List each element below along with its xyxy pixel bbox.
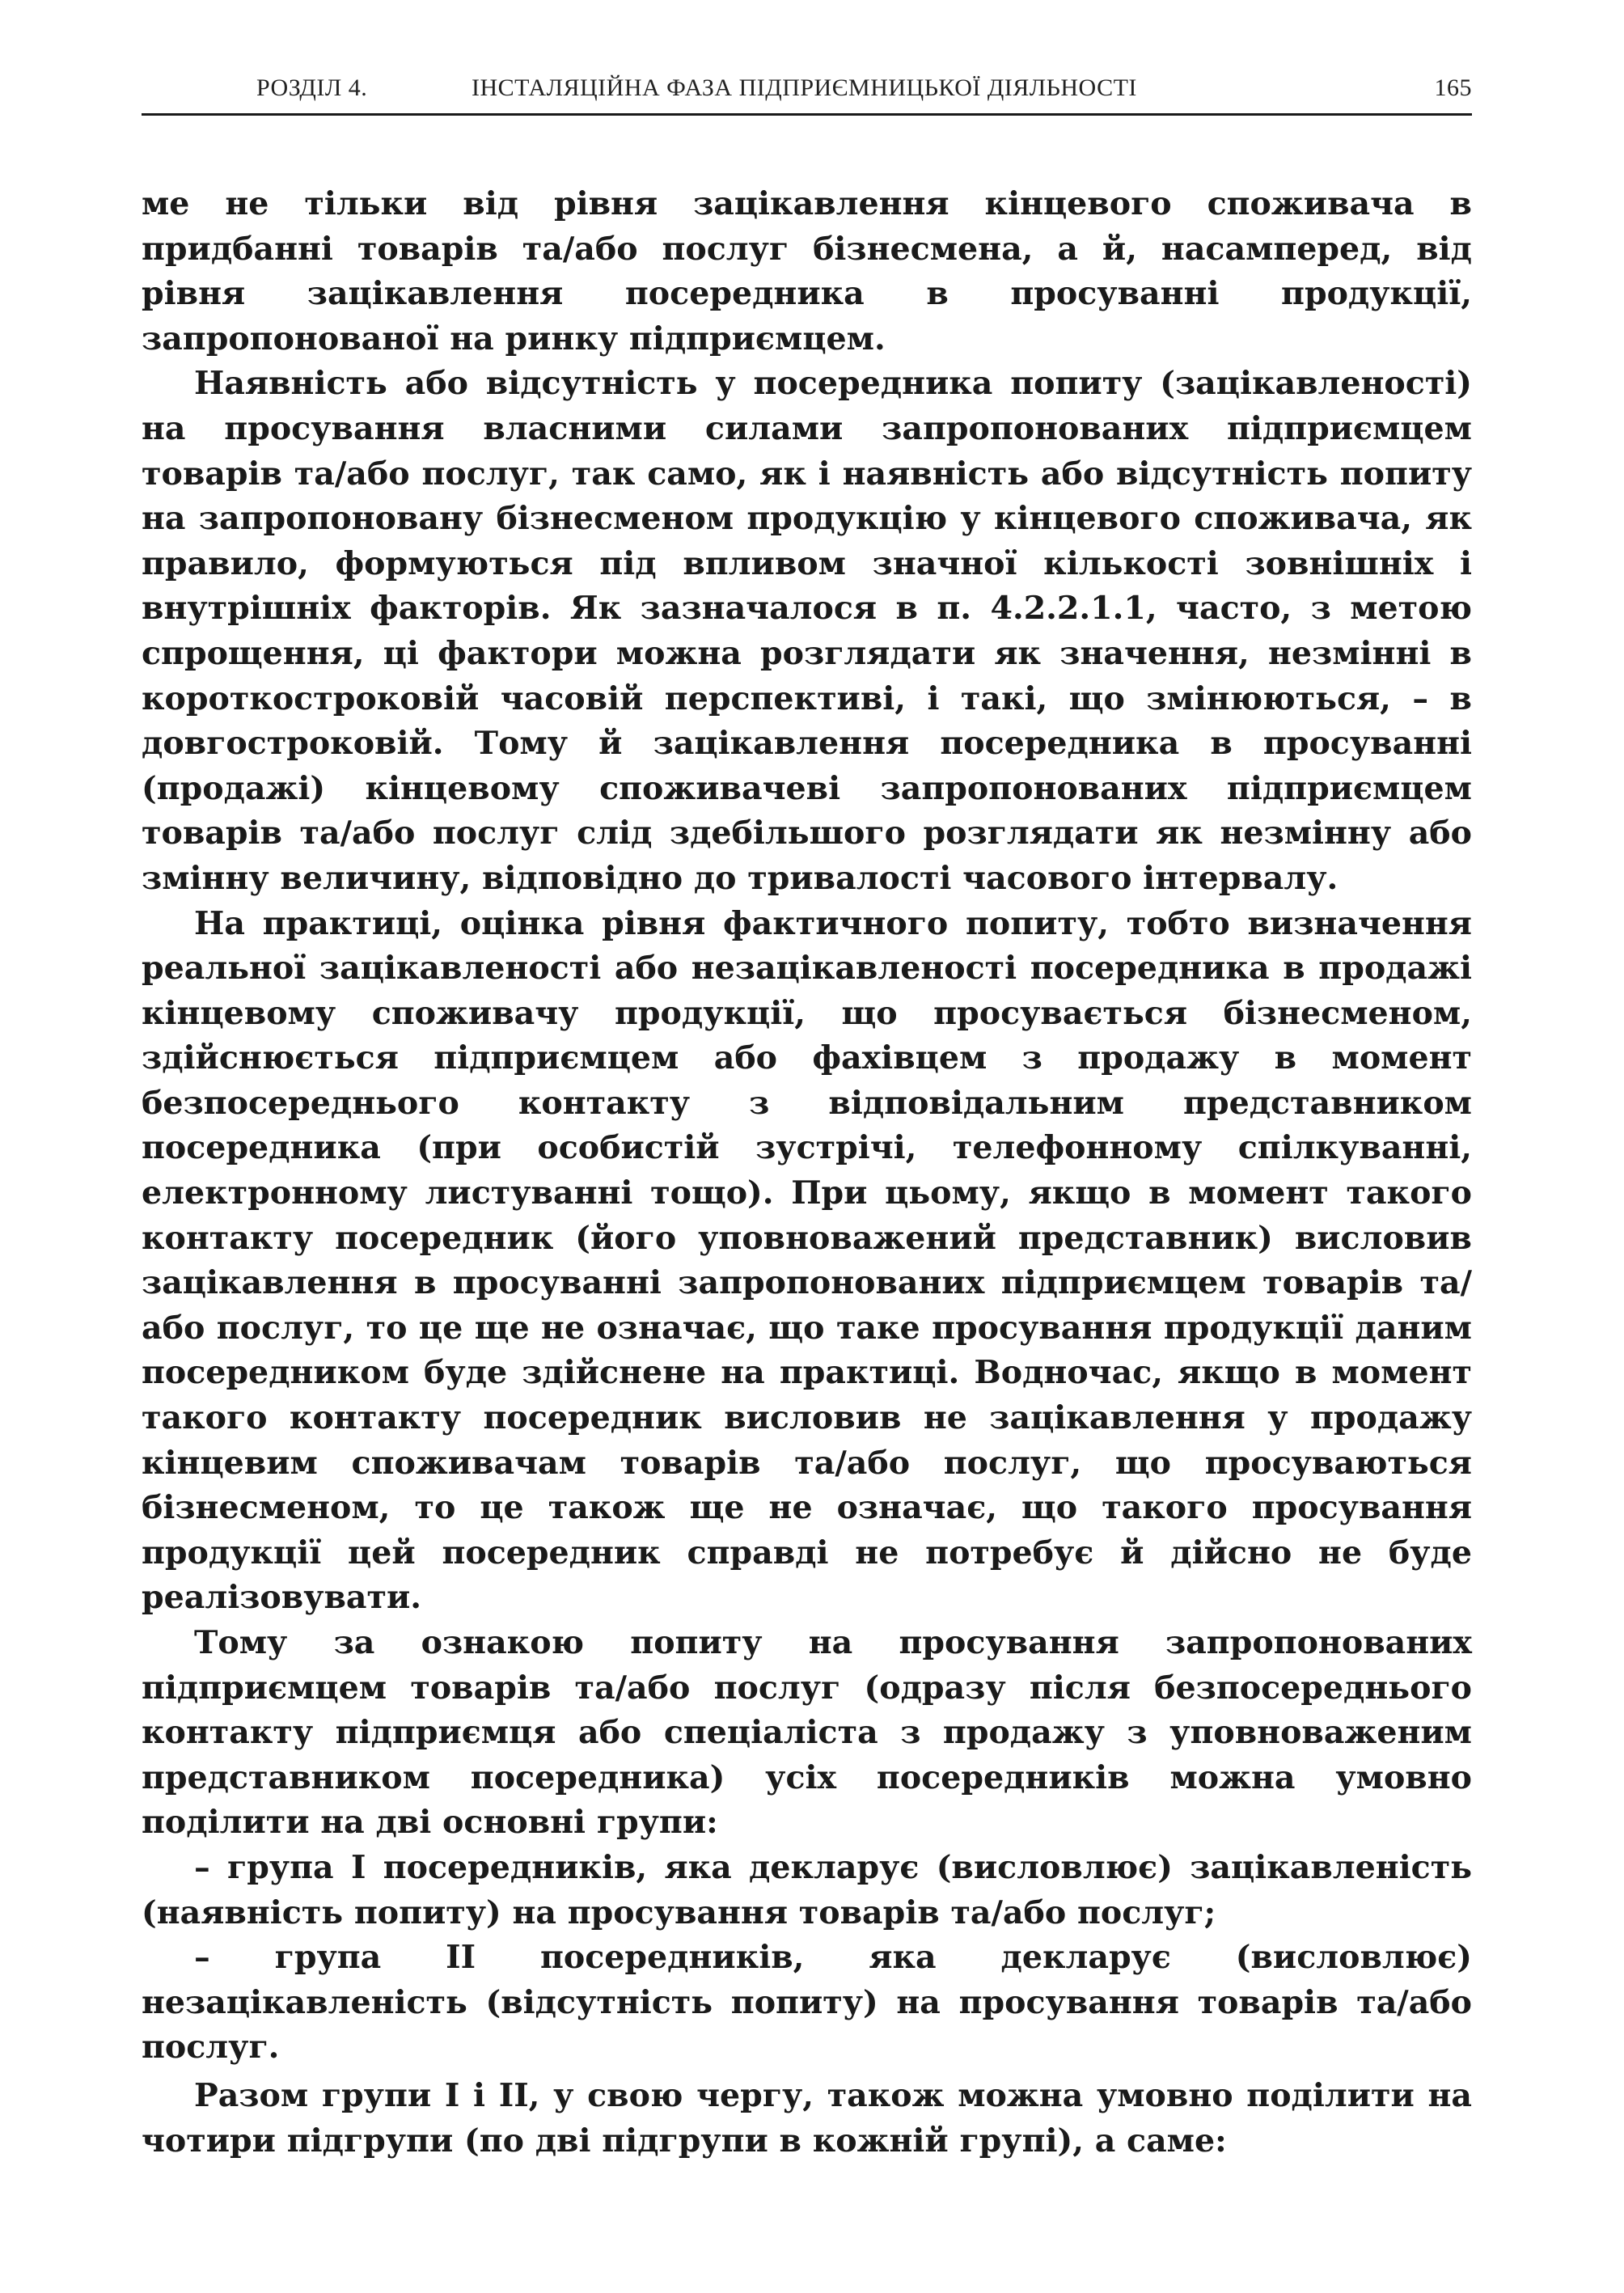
- paragraph-continuation: ме не тільки від рівня зацікавлення кінцевого споживача в придбанні товарів та/або послуг бізнесмена, а й, насамперед, від рівня зацікавлення посередника в просуванні продукції, запропонованої на ринку підприємцем.: [142, 185, 1472, 357]
- list-item-group-2: – група II посередників, яка декларує (висловлює) незацікавленість (відсутність попиту) на просування товарів та/або послуг.: [142, 1939, 1472, 2067]
- paragraph: Тому за ознакою попиту на просування запропонованих підприємцем товарів та/або послуг (одразу після безпосереднього контакту підприємця або спеціаліста з продажу з уповноваженим представником посередника) усіх посередників можна умовно поділити на дві основні групи:: [142, 1624, 1472, 1842]
- section-label: РОЗДІЛ 4.: [256, 74, 368, 101]
- paragraph: Разом групи I і II, у свою чергу, також можна умовно поділити на чотири підгрупи (по дві підгрупи в кожній групі), а саме:: [142, 2076, 1472, 2160]
- page-number: 165: [1434, 74, 1472, 101]
- paragraph: На практиці, оцінка рівня фактичного попиту, тобто визначення реальної зацікавленості або незацікавленості посередника в продажі кінцевому споживачу продукції, що просувається бізнесменом, здійснюється підприємцем або фахівцем з продажу в момент безпосереднього контакту з відповідальним представником посередника (при особистій зустрічі, телефонному спілкуванні, електронному листуванні тощо). При цьому, якщо в момент такого контакту посередник (його уповноважений представник) висловив зацікавлення в просуванні запропонованих підприємцем товарів та/або послуг, то це ще не означає, що таке просування продукції даним посередником буде здійснене на практиці. Водночас, якщо в момент такого контакту посередник висловив не зацікавлення у продажу кінцевим споживачам товарів та/або послуг, що просуваються бізнесменом, то це також ще не означає, що такого просування продукції цей посередник справді не потребує й дійсно не буде реалізовувати.: [142, 904, 1472, 1617]
- running-head: [142, 71, 1472, 116]
- chapter-title: ІНСТАЛЯЦІЙНА ФАЗА ПІДПРИЄМНИЦЬКОЇ ДІЯЛЬНОСТІ: [472, 74, 1137, 101]
- list-item-group-1: – група I посередників, яка декларує (висловлює) зацікавленість (наявність попиту) на просування товарів та/або послуг;: [142, 1848, 1472, 1931]
- body-text: [142, 182, 1472, 2164]
- paragraph: Наявність або відсутність у посередника попиту (зацікавленості) на просування власними силами запропонованих підприємцем товарів та/або послуг, так само, як і наявність або відсутність попиту на запропоновану бізнесменом продукцію у кінцевого споживача, як правило, формуються під впливом значної кількості зовнішніх і внутрішніх факторів. Як зазначалося в п. 4.2.2.1.1, часто, з метою спрощення, ці фактори можна розглядати як значення, незмінні в короткостроковій часовій перспективі, і такі, що змінюються, – в довгостроковій. Тому й зацікавлення посередника в просуванні (продажі) кінцевому споживачеві запропонованих підприємцем товарів та/або послуг слід здебільшого розглядати як незмінну або змінну величину, відповідно до тривалості часового інтервалу.: [142, 365, 1472, 897]
